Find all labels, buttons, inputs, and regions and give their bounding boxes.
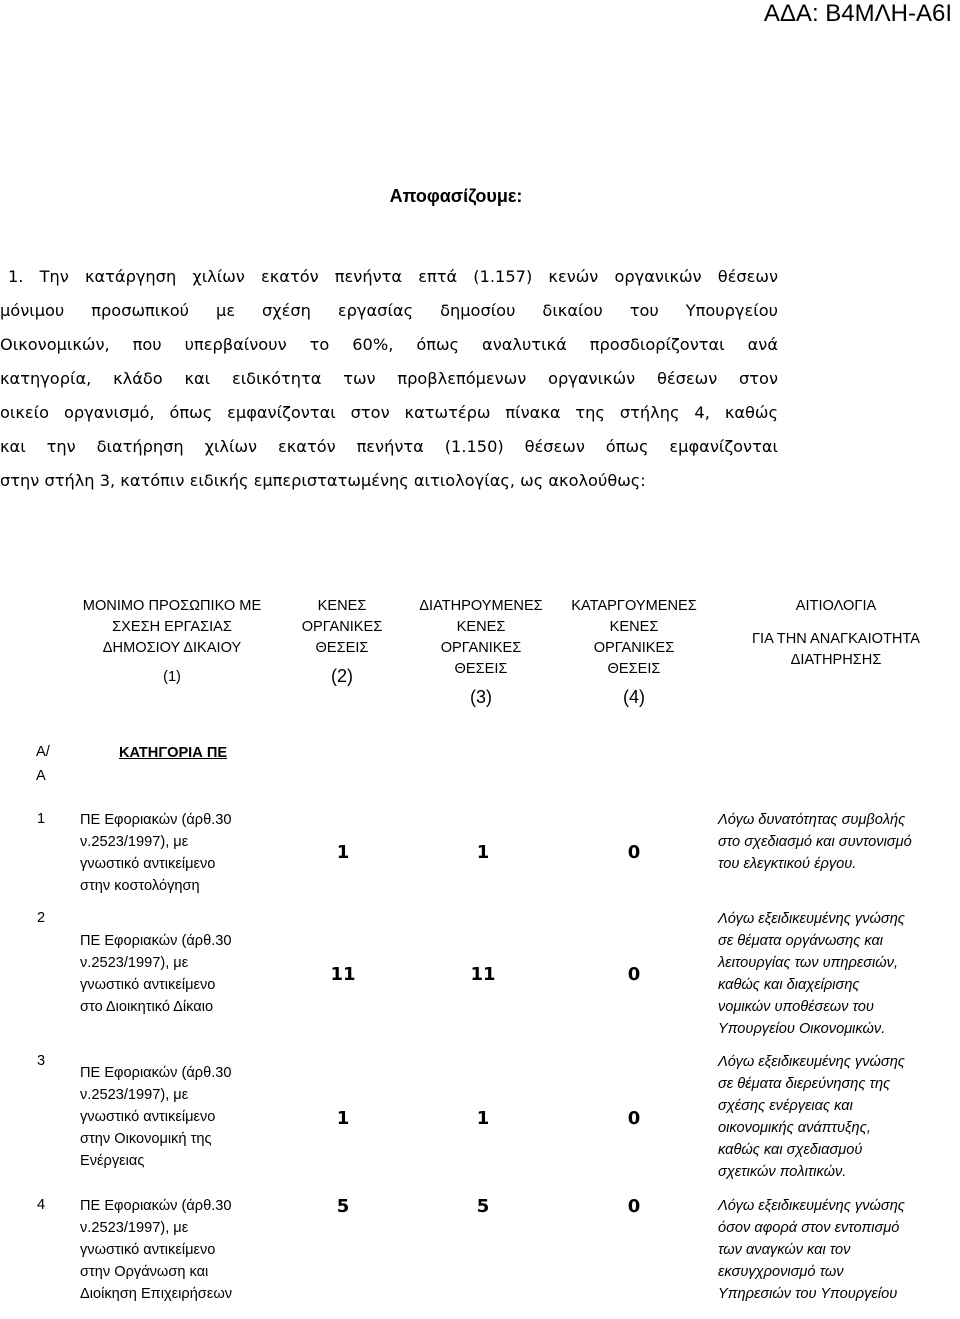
value-vacant: 1 [336,1108,350,1129]
desc-line: στην Οικονομική της [80,1131,212,1147]
col-header-line: ΘΕΣΕΙΣ [454,661,508,677]
desc-line: Ενέργειας [80,1153,145,1169]
reason-line: λειτουργίας των υπηρεσιών, [718,955,899,971]
aa-label [36,742,50,787]
col-header-line: ΟΡΓΑΝΙΚΕΣ [440,640,522,656]
reason-line: Λόγω δυνατότητας συμβολής [718,812,906,828]
reason-line: των αναγκών και τον [718,1242,851,1258]
reason-line: σε θέματα διερεύνησης της [718,1076,891,1092]
reason-line: εκσυγχρονισμό των [718,1264,844,1280]
desc-line: στην κοστολόγηση [80,878,200,894]
col-header-line: ΚΑΤΑΡΓΟΥΜΕΝΕΣ [571,598,697,614]
value-kept: 1 [476,842,490,863]
value-kept: 1 [476,1108,490,1129]
col-header-reason [730,596,942,671]
row-number: 2 [37,910,46,926]
col-header-line: ΜΟΝΙΜΟ ΠΡΟΣΩΠΙΚΟ ΜΕ [82,598,262,614]
row-description [80,1195,280,1305]
paragraph-line: και την διατήρηση χιλίων εκατόν πενήντα (1.150) θέσεων όπως εμφανίζονται [0,437,778,456]
paragraph-line: μόνιμου προσωπικού με σχέση εργασίας δημοσίου δικαίου του Υπουργείου [0,301,778,320]
reason-line: καθώς και διαχείρισης [718,977,860,993]
value-abolished: 0 [627,1196,641,1217]
col-header-line: ΟΡΓΑΝΙΚΕΣ [301,619,383,635]
desc-line: ν.2523/1997), με [80,955,189,971]
row-reason [718,809,948,875]
aa-label-line: Α/ [36,744,50,760]
value-vacant: 11 [330,964,356,985]
col-header-abolished [560,596,708,708]
col-header-line: ΓΙΑ ΤΗΝ ΑΝΑΓΚΑΙΟΤΗΤΑ [752,631,920,647]
col-header-line: ΔΙΑΤΗΡΟΥΜΕΝΕΣ [419,598,543,614]
col-header-line: ΘΕΣΕΙΣ [315,640,369,656]
desc-line: γνωστικό αντικείμενο [80,1109,216,1125]
reason-line: σχέσης ενέργειας και [718,1098,853,1114]
row-number: 1 [37,811,46,827]
desc-line: στην Οργάνωση και [80,1264,209,1280]
desc-line: στο Διοικητικό Δίκαιο [80,999,214,1015]
col-header-line: ΔΗΜΟΣΙΟΥ ΔΙΚΑΙΟΥ [102,640,242,656]
col-header-number: (2) [331,666,353,686]
reason-line: Λόγω εξειδικευμένης γνώσης [718,1198,905,1214]
col-header-line: ΘΕΣΕΙΣ [607,661,661,677]
aa-label-line: Α [36,768,46,784]
col-header-vacant [290,596,394,687]
row-description [80,930,280,1018]
row-description [80,809,280,897]
row-number: 4 [37,1197,46,1213]
reason-line: όσον αφορά στον εντοπισμό [718,1220,900,1236]
paragraph-line: Οικονομικών, που υπερβαίνουν το 60%, όπως αναλυτικά προσδιορίζονται ανά [0,335,778,354]
col-header-number: (4) [623,687,645,707]
desc-line: Διοίκηση Επιχειρήσεων [80,1286,233,1302]
desc-line: ΠΕ Εφοριακών (άρθ.30 [80,933,232,949]
paragraph-line: 1. Την κατάργηση χιλίων εκατόν πενήντα επτά (1.157) κενών οργανικών θέσεων [8,267,778,286]
desc-line: ν.2523/1997), με [80,834,189,850]
col-header-line: ΚΕΝΕΣ [609,619,659,635]
reason-line: νομικών υποθέσεων του [718,999,874,1015]
reason-line: Λόγω εξειδικευμένης γνώσης [718,911,905,927]
value-kept: 11 [470,964,496,985]
value-abolished: 0 [627,1108,641,1129]
desc-line: γνωστικό αντικείμενο [80,856,216,872]
col-header-kept [400,596,562,708]
reason-line: του ελεγκτικού έργου. [718,856,857,872]
row-description [80,1062,280,1172]
row-reason [718,1195,948,1305]
reason-line: σχετικών πολιτικών. [718,1164,847,1180]
col-header-number: (1) [163,669,181,685]
desc-line: ΠΕ Εφοριακών (άρθ.30 [80,1198,232,1214]
ada-code: ΑΔΑ: Β4ΜΛΗ-Α6Ι [763,0,952,27]
desc-line: γνωστικό αντικείμενο [80,1242,216,1258]
value-abolished: 0 [627,842,641,863]
row-reason [718,908,948,1040]
col-header-line: ΣΧΕΣΗ ΕΡΓΑΣΙΑΣ [112,619,232,635]
paragraph-line: στην στήλη 3, κατόπιν ειδικής εμπεριστατωμένης αιτιολογίας, ως ακολούθως: [0,471,646,490]
desc-line: ΠΕ Εφοριακών (άρθ.30 [80,1065,232,1081]
row-reason [718,1051,948,1183]
decision-heading: Αποφασίζουμε: [389,186,523,206]
row-number: 3 [37,1053,46,1069]
col-header-line: ΔΙΑΤΗΡΗΣΗΣ [790,652,882,668]
col-header-permanent-staff [72,596,272,688]
value-abolished: 0 [627,964,641,985]
desc-line: ν.2523/1997), με [80,1220,189,1236]
col-header-line: ΟΡΓΑΝΙΚΕΣ [593,640,675,656]
desc-line: ν.2523/1997), με [80,1087,189,1103]
col-header-line: ΑΙΤΙΟΛΟΓΙΑ [795,598,877,614]
value-kept: 5 [476,1196,490,1217]
reason-line: Υπηρεσιών του Υπουργείου [718,1286,898,1302]
reason-line: Λόγω εξειδικευμένης γνώσης [718,1054,905,1070]
col-header-line: ΚΕΝΕΣ [317,598,367,614]
col-header-line: ΚΕΝΕΣ [456,619,506,635]
category-label: ΚΑΤΗΓΟΡΙΑ ΠΕ [119,745,228,761]
desc-line: ΠΕ Εφοριακών (άρθ.30 [80,812,232,828]
col-header-number: (3) [470,687,492,707]
reason-line: Υπουργείου Οικονομικών. [718,1021,886,1037]
reason-line: σε θέματα οργάνωσης και [718,933,884,949]
reason-line: καθώς και σχεδιασμού [718,1142,863,1158]
desc-line: γνωστικό αντικείμενο [80,977,216,993]
reason-line: οικονομικής ανάπτυξης, [718,1120,871,1136]
reason-line: στο σχεδιασμό και συντονισμό [718,834,912,850]
value-vacant: 5 [336,1196,350,1217]
paragraph-line: κατηγορία, κλάδο και ειδικότητα των προβλεπόμενων οργανικών θέσεων στον [0,369,778,388]
paragraph-line: οικείο οργανισμό, όπως εμφανίζονται στον κατωτέρω πίνακα της στήλης 4, καθώς [0,403,778,422]
value-vacant: 1 [336,842,350,863]
